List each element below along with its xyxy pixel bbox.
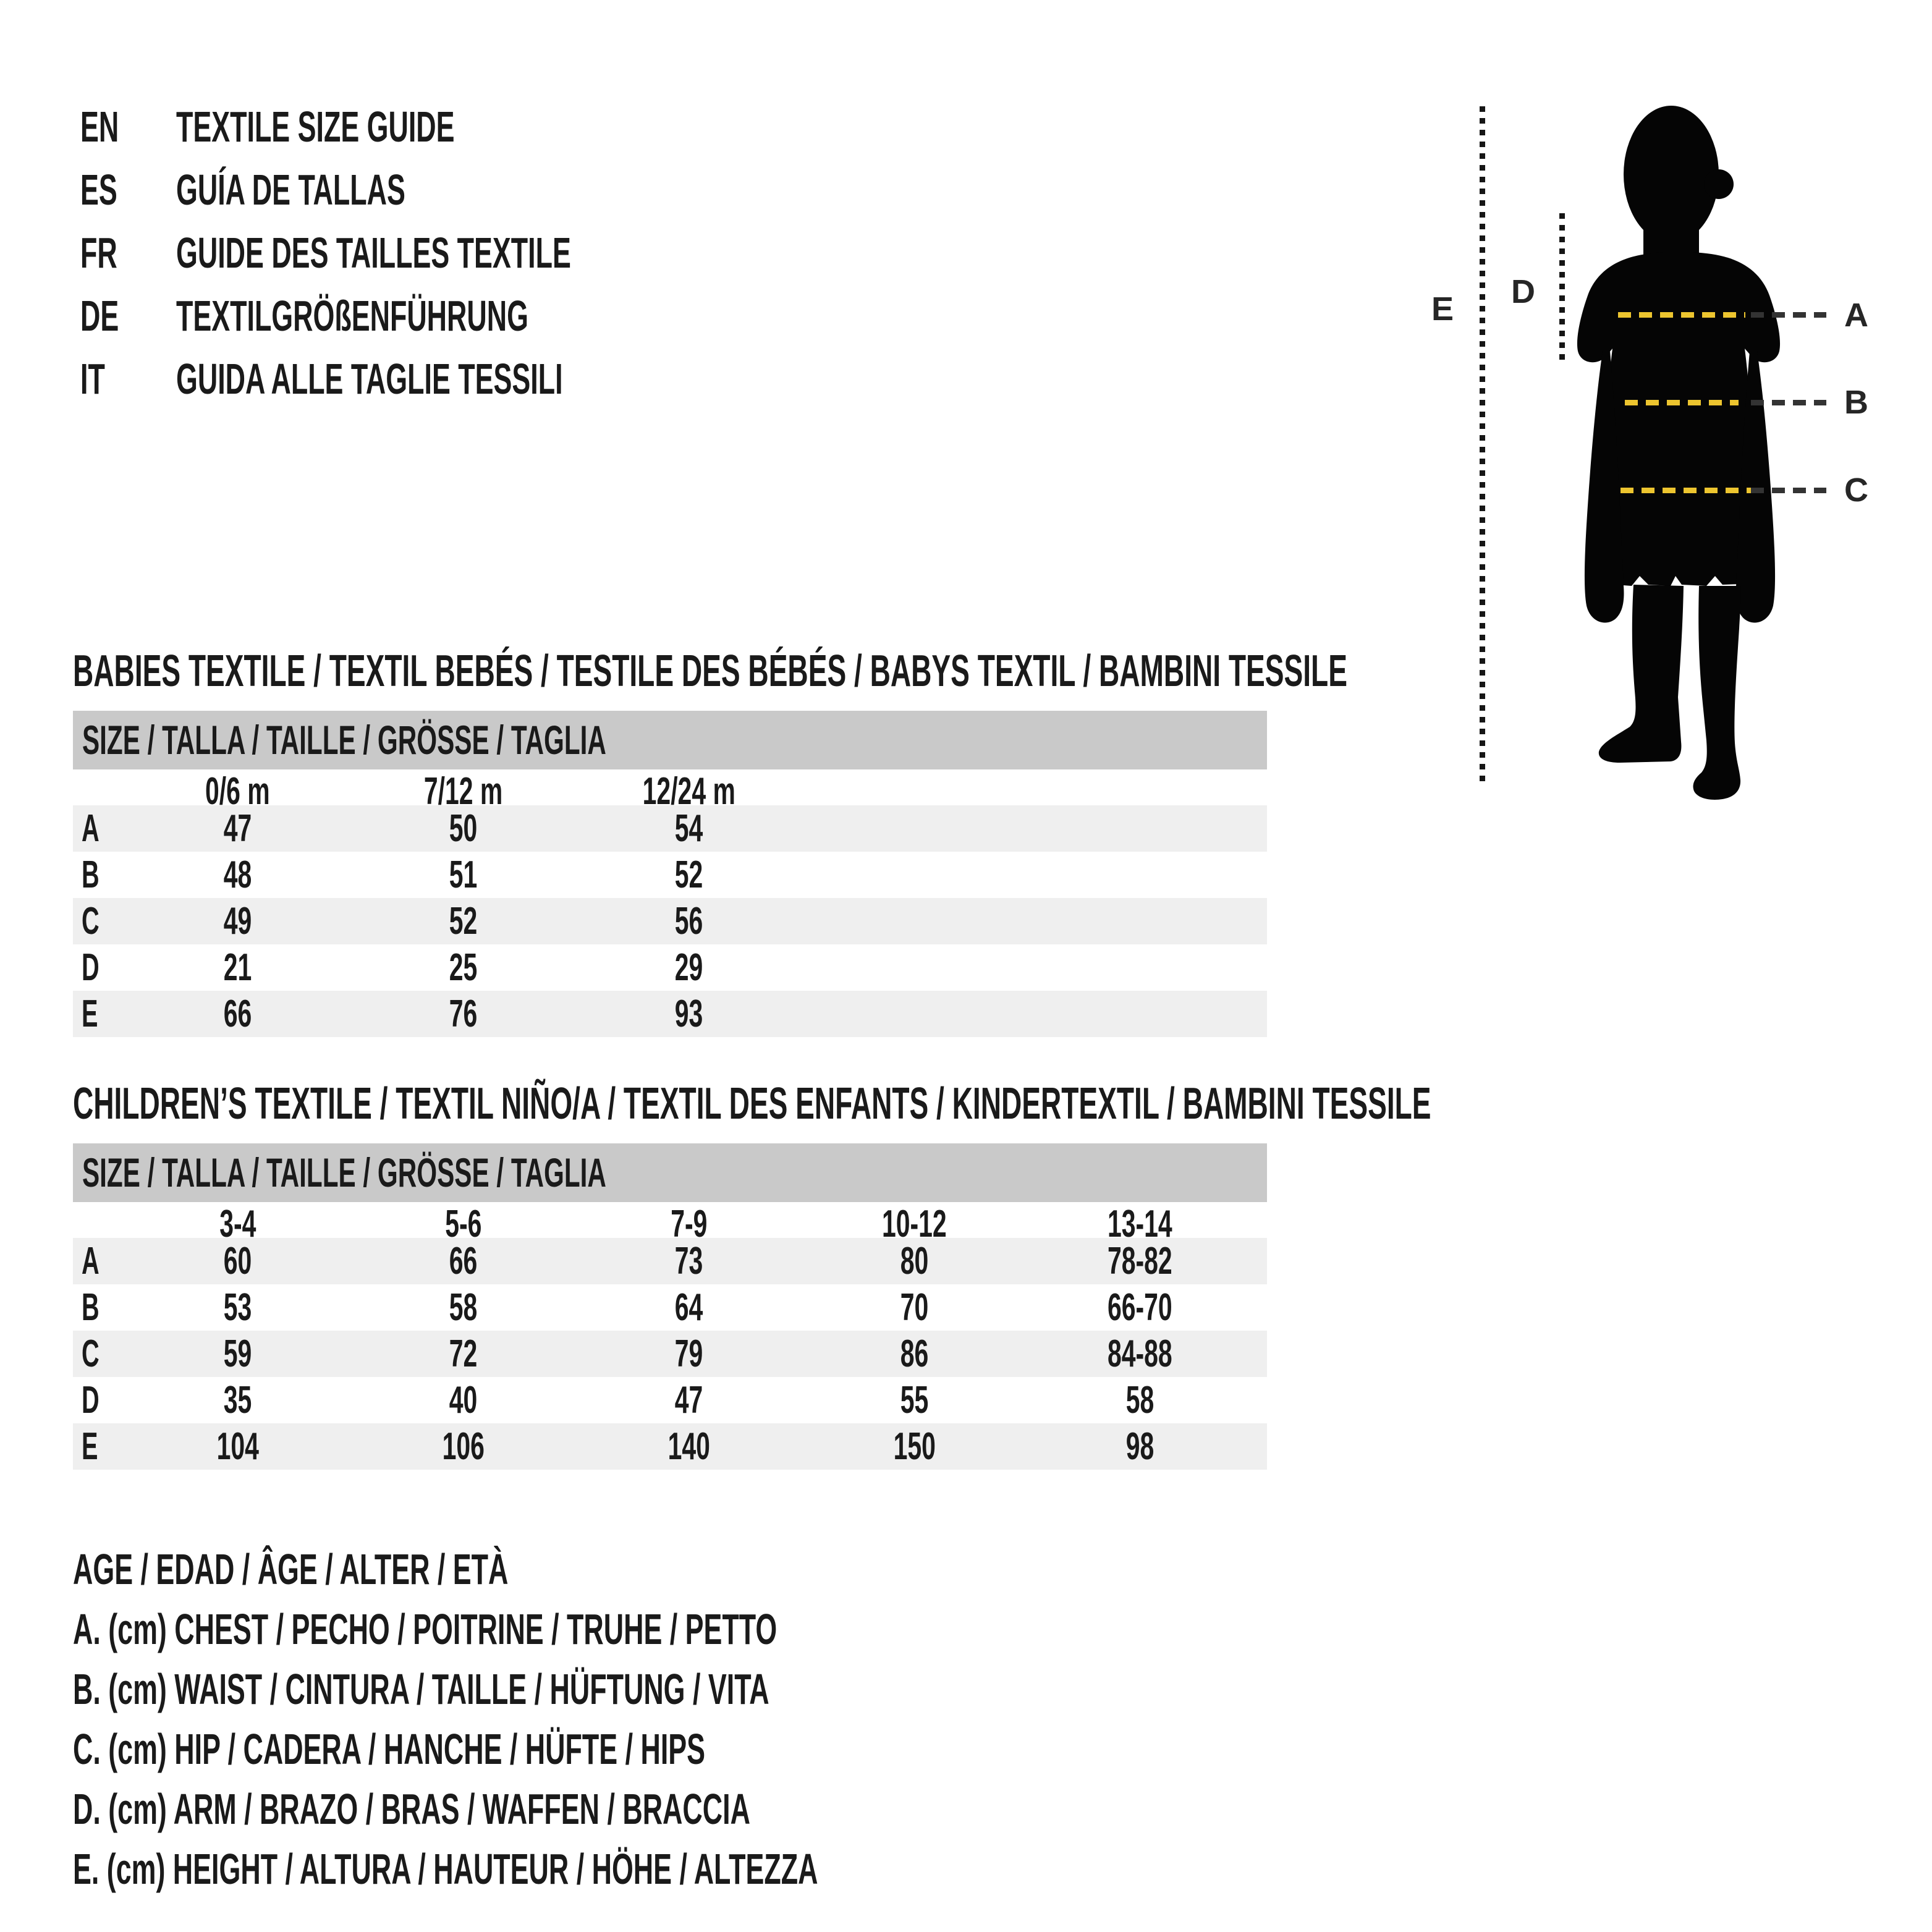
column-header: 10-12 xyxy=(882,1203,947,1245)
value-cell: 140 xyxy=(667,1425,710,1468)
value-cell: 54 xyxy=(674,807,703,850)
children-section-title xyxy=(73,1079,1932,1129)
language-title: TEXTILE SIZE GUIDE xyxy=(176,103,455,151)
language-code: IT xyxy=(80,355,105,403)
column-header: 0/6 m xyxy=(205,770,270,813)
arm-label-d: D xyxy=(1511,273,1536,310)
row-label: B xyxy=(82,854,100,896)
height-label-e: E xyxy=(1431,290,1455,328)
children-size-table xyxy=(73,1202,1267,1470)
table-row xyxy=(73,1377,1267,1423)
row-label: A xyxy=(82,1240,100,1282)
table-row xyxy=(73,944,1267,991)
table-row xyxy=(73,991,1267,1037)
legend-line-arm: D. (cm) ARM / BRAZO / BRAS / WAFFEN / BRACCIA xyxy=(73,1785,750,1833)
legend-line-chest: A. (cm) CHEST / PECHO / POITRINE / TRUHE / PETTO xyxy=(73,1605,777,1653)
children-title-text: CHILDREN’S TEXTILE / TEXTIL NIÑO/A / TEXTIL DES ENFANTS / KINDERTEXTIL / BAMBINI TESSILE xyxy=(73,1079,1431,1129)
value-cell: 84-88 xyxy=(1108,1332,1172,1375)
child-silhouette-icon xyxy=(1573,104,1789,802)
language-title: GUIDA ALLE TAGLIE TESSILI xyxy=(176,355,563,403)
table-row xyxy=(73,852,1267,898)
column-header: 7/12 m xyxy=(423,770,503,813)
legend-line-hip: C. (cm) HIP / CADERA / HANCHE / HÜFTE / HIPS xyxy=(73,1725,706,1773)
value-cell: 53 xyxy=(223,1286,252,1329)
chest-measure-line-a xyxy=(1618,312,1745,318)
value-cell: 35 xyxy=(223,1379,252,1421)
value-cell: 48 xyxy=(223,854,252,896)
children-size-header-label: SIZE / TALLA / TAILLE / GRÖSSE / TAGLIA xyxy=(82,1150,606,1195)
value-cell: 106 xyxy=(442,1425,485,1468)
hip-measure-leader-c xyxy=(1751,488,1826,493)
value-cell: 52 xyxy=(449,900,478,943)
value-cell: 21 xyxy=(223,946,252,989)
table-row xyxy=(73,898,1267,944)
row-label: E xyxy=(82,993,98,1035)
value-cell: 70 xyxy=(900,1286,929,1329)
value-cell: 50 xyxy=(449,807,478,850)
value-cell: 60 xyxy=(223,1240,252,1282)
value-cell: 73 xyxy=(674,1240,703,1282)
waist-label-b: B xyxy=(1844,384,1870,421)
language-code: ES xyxy=(80,166,117,214)
babies-title-text: BABIES TEXTILE / TEXTIL BEBÉS / TESTILE DES BÉBÉS / BABYS TEXTIL / BAMBINI TESSILE xyxy=(73,646,1347,696)
chest-measure-leader-a xyxy=(1751,312,1826,318)
language-title: TEXTILGRÖßENFÜHRUNG xyxy=(176,292,528,340)
babies-size-header-bar xyxy=(73,711,1267,769)
language-title: GUIDE DES TAILLES TEXTILE xyxy=(176,229,571,277)
row-label: D xyxy=(82,946,100,989)
language-code: DE xyxy=(80,292,119,340)
value-cell: 51 xyxy=(449,854,478,896)
hip-measure-line-c xyxy=(1621,488,1754,493)
column-header-row xyxy=(73,1202,1267,1245)
row-label: A xyxy=(82,807,100,850)
table-row xyxy=(73,1423,1267,1470)
value-cell: 29 xyxy=(674,946,703,989)
value-cell: 78-82 xyxy=(1108,1240,1172,1282)
chest-label-a: A xyxy=(1844,297,1870,334)
column-header: 5-6 xyxy=(444,1203,482,1245)
column-header: 12/24 m xyxy=(642,770,735,813)
value-cell: 64 xyxy=(674,1286,703,1329)
value-cell: 66-70 xyxy=(1108,1286,1172,1329)
language-code: EN xyxy=(80,103,119,151)
column-header: 7-9 xyxy=(670,1203,708,1245)
value-cell: 98 xyxy=(1125,1425,1155,1468)
value-cell: 58 xyxy=(449,1286,478,1329)
column-header-row xyxy=(73,769,1267,813)
value-cell: 66 xyxy=(449,1240,478,1282)
value-cell: 93 xyxy=(674,993,703,1035)
legend-line-waist: B. (cm) WAIST / CINTURA / TAILLE / HÜFTUNG / VITA xyxy=(73,1665,769,1713)
table-row xyxy=(73,1331,1267,1377)
value-cell: 47 xyxy=(674,1379,703,1421)
value-cell: 104 xyxy=(216,1425,259,1468)
legend-line-height: E. (cm) HEIGHT / ALTURA / HAUTEUR / HÖHE / ALTEZZA xyxy=(73,1845,818,1893)
value-cell: 56 xyxy=(674,900,703,943)
babies-size-table xyxy=(73,769,1267,1037)
value-cell: 59 xyxy=(223,1332,252,1375)
arm-measure-line-d xyxy=(1559,213,1565,362)
value-cell: 86 xyxy=(900,1332,929,1375)
legend-line-age: AGE / EDAD / ÂGE / ALTER / ETÀ xyxy=(73,1545,509,1593)
hip-label-c: C xyxy=(1844,472,1870,509)
value-cell: 49 xyxy=(223,900,252,943)
value-cell: 40 xyxy=(449,1379,478,1421)
value-cell: 72 xyxy=(449,1332,478,1375)
value-cell: 58 xyxy=(1125,1379,1155,1421)
row-label: D xyxy=(82,1379,100,1421)
column-header: 3-4 xyxy=(219,1203,256,1245)
waist-measure-leader-b xyxy=(1751,400,1826,405)
language-code: FR xyxy=(80,229,117,277)
value-cell: 80 xyxy=(900,1240,929,1282)
value-cell: 150 xyxy=(893,1425,936,1468)
babies-size-header-label: SIZE / TALLA / TAILLE / GRÖSSE / TAGLIA xyxy=(82,717,606,763)
table-row xyxy=(73,1284,1267,1331)
children-size-header-bar xyxy=(73,1143,1267,1202)
value-cell: 55 xyxy=(900,1379,929,1421)
babies-section-title xyxy=(73,646,1932,696)
row-label: C xyxy=(82,900,100,943)
value-cell: 47 xyxy=(223,807,252,850)
language-title: GUÍA DE TALLAS xyxy=(176,166,405,214)
row-label: C xyxy=(82,1332,100,1375)
row-label: E xyxy=(82,1425,98,1468)
column-header: 13-14 xyxy=(1108,1203,1172,1245)
value-cell: 52 xyxy=(674,854,703,896)
value-cell: 66 xyxy=(223,993,252,1035)
row-label: B xyxy=(82,1286,100,1329)
value-cell: 79 xyxy=(674,1332,703,1375)
waist-measure-line-b xyxy=(1625,400,1739,405)
value-cell: 76 xyxy=(449,993,478,1035)
value-cell: 25 xyxy=(449,946,478,989)
